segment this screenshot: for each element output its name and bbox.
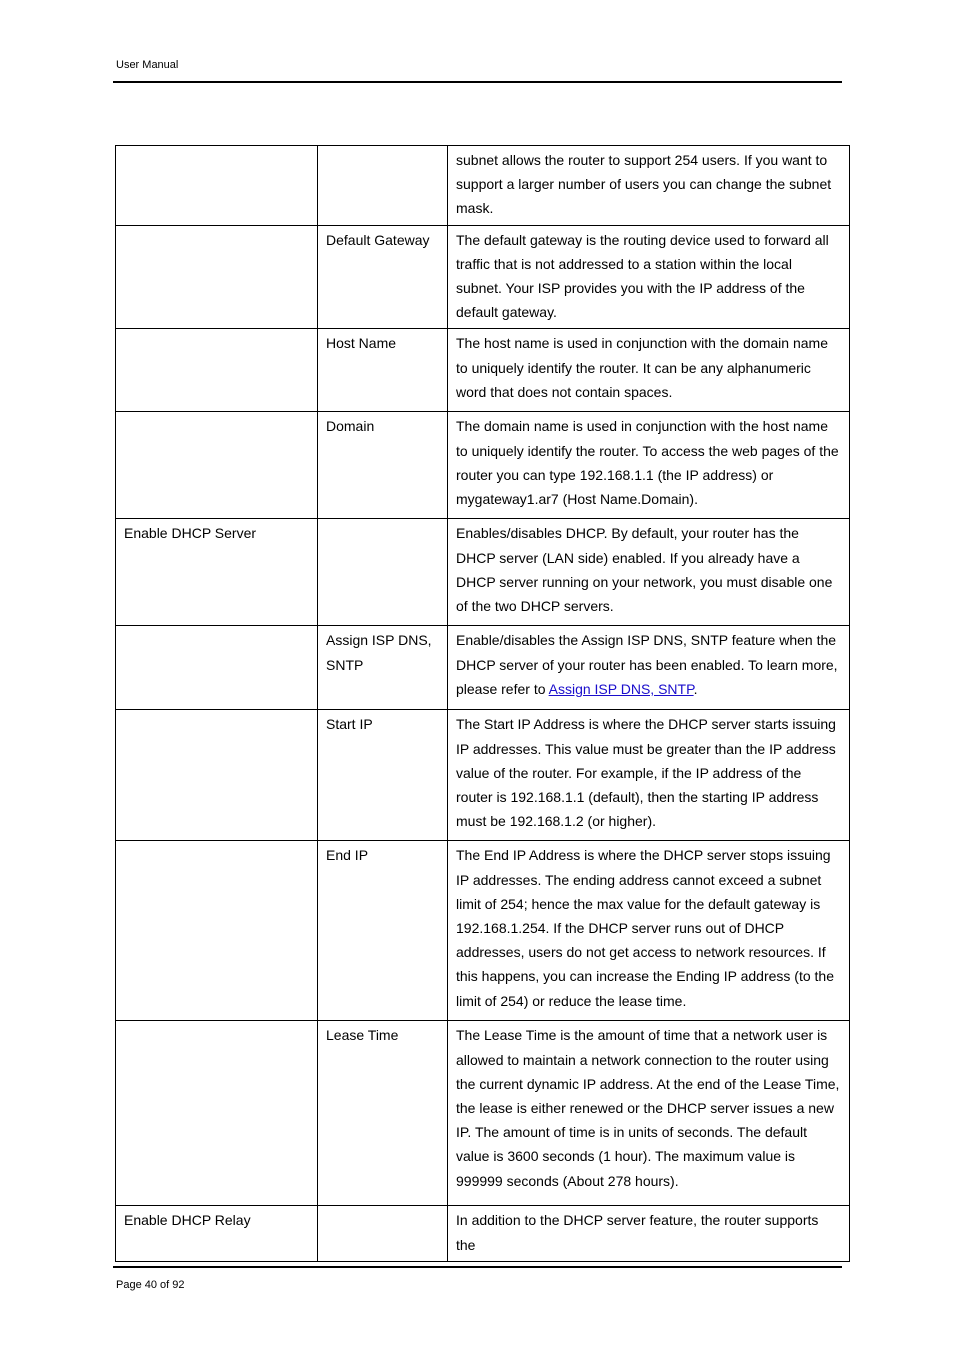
section-cell bbox=[116, 841, 318, 1021]
section-cell bbox=[116, 710, 318, 841]
field-cell bbox=[318, 1206, 448, 1261]
section-cell: Enable DHCP Server bbox=[116, 519, 318, 626]
description-cell: The Lease Time is the amount of time that a network user is allowed to maintain a network connection to the router using the current dynamic IP address. At the end of the Lease Time, the lease is either renewed or the DHCP server issues a new IP. The amount of time is in units of seconds. The default value is 3600 seconds (1 hour). The maximum value is 999999 seconds (About 278 hours). bbox=[448, 1021, 850, 1206]
description-cell: The End IP Address is where the DHCP server stops issuing IP addresses. The ending address cannot exceed a subnet limit of 254; hence the max value for the default gateway is 192.168.1.254. If the DHCP server runs out of DHCP addresses, users do not get access to network resources. If this happens, you can increase the Ending IP address (to the limit of 254) or reduce the lease time. bbox=[448, 841, 850, 1021]
section-cell bbox=[116, 146, 318, 226]
section-cell: Enable DHCP Relay bbox=[116, 1206, 318, 1261]
assign-isp-dns-link[interactable]: Assign ISP DNS, SNTP bbox=[548, 680, 694, 697]
description-cell: In addition to the DHCP server feature, the router supports the bbox=[448, 1206, 850, 1261]
table-row-domain bbox=[116, 412, 850, 519]
header-rule bbox=[113, 81, 842, 83]
section-cell bbox=[116, 225, 318, 329]
description-cell: The domain name is used in conjunction with the host name to uniquely identify the router. To access the web pages of the router you can type 192.168.1.1 (the IP address) or mygateway1.ar7 (Host Name.Domain). bbox=[448, 412, 850, 519]
section-cell bbox=[116, 412, 318, 519]
table-row-assign-isp-dns bbox=[116, 626, 850, 710]
field-cell: Domain bbox=[318, 412, 448, 519]
section-cell bbox=[116, 626, 318, 710]
table-row-start-ip bbox=[116, 710, 850, 841]
table-row-default-gateway bbox=[116, 225, 850, 329]
field-cell: End IP bbox=[318, 841, 448, 1021]
section-cell bbox=[116, 329, 318, 412]
description-cell bbox=[448, 626, 850, 710]
table-row-lease-time bbox=[116, 1021, 850, 1206]
field-cell: Host Name bbox=[318, 329, 448, 412]
description-cell: The default gateway is the routing device used to forward all traffic that is not addressed to a station within the local subnet. Your ISP provides you with the IP address of the default gateway. bbox=[448, 225, 850, 329]
description-cell: The Start IP Address is where the DHCP server starts issuing IP addresses. This value must be greater than the IP address value of the router. For example, if the IP address of the router is 192.168.1.1 (default), then the starting IP address must be 192.168.1.2 (or higher). bbox=[448, 710, 850, 841]
page-number: Page 40 of 92 bbox=[116, 1279, 185, 1291]
field-cell bbox=[318, 146, 448, 226]
settings-table bbox=[115, 145, 850, 1262]
field-cell: Default Gateway bbox=[318, 225, 448, 329]
running-header: User Manual bbox=[116, 59, 179, 71]
table-row-subnet-mask-cont bbox=[116, 146, 850, 226]
table-row-enable-dhcp-relay bbox=[116, 1206, 850, 1261]
table-row-end-ip bbox=[116, 841, 850, 1021]
field-cell: Lease Time bbox=[318, 1021, 448, 1206]
description-text-end: . bbox=[693, 680, 698, 697]
description-text: Enable/disables the Assign ISP DNS, SNTP feature when the DHCP server of your router has been enabled. To learn more, please refer to bbox=[456, 632, 838, 697]
field-cell: Assign ISP DNS, SNTP bbox=[318, 626, 448, 710]
description-cell: Enables/disables DHCP. By default, your router has the DHCP server (LAN side) enabled. If you already have a DHCP server running on your network, you must disable one of the two DHCP servers. bbox=[448, 519, 850, 626]
section-cell bbox=[116, 1021, 318, 1206]
table-row-enable-dhcp-server bbox=[116, 519, 850, 626]
footer-rule bbox=[113, 1266, 842, 1268]
field-cell bbox=[318, 519, 448, 626]
description-cell: The host name is used in conjunction with the domain name to uniquely identify the router. It can be any alphanumeric word that does not contain spaces. bbox=[448, 329, 850, 412]
table-row-host-name bbox=[116, 329, 850, 412]
description-cell: subnet allows the router to support 254 users. If you want to support a larger number of users you can change the subnet mask. bbox=[448, 146, 850, 226]
field-cell: Start IP bbox=[318, 710, 448, 841]
